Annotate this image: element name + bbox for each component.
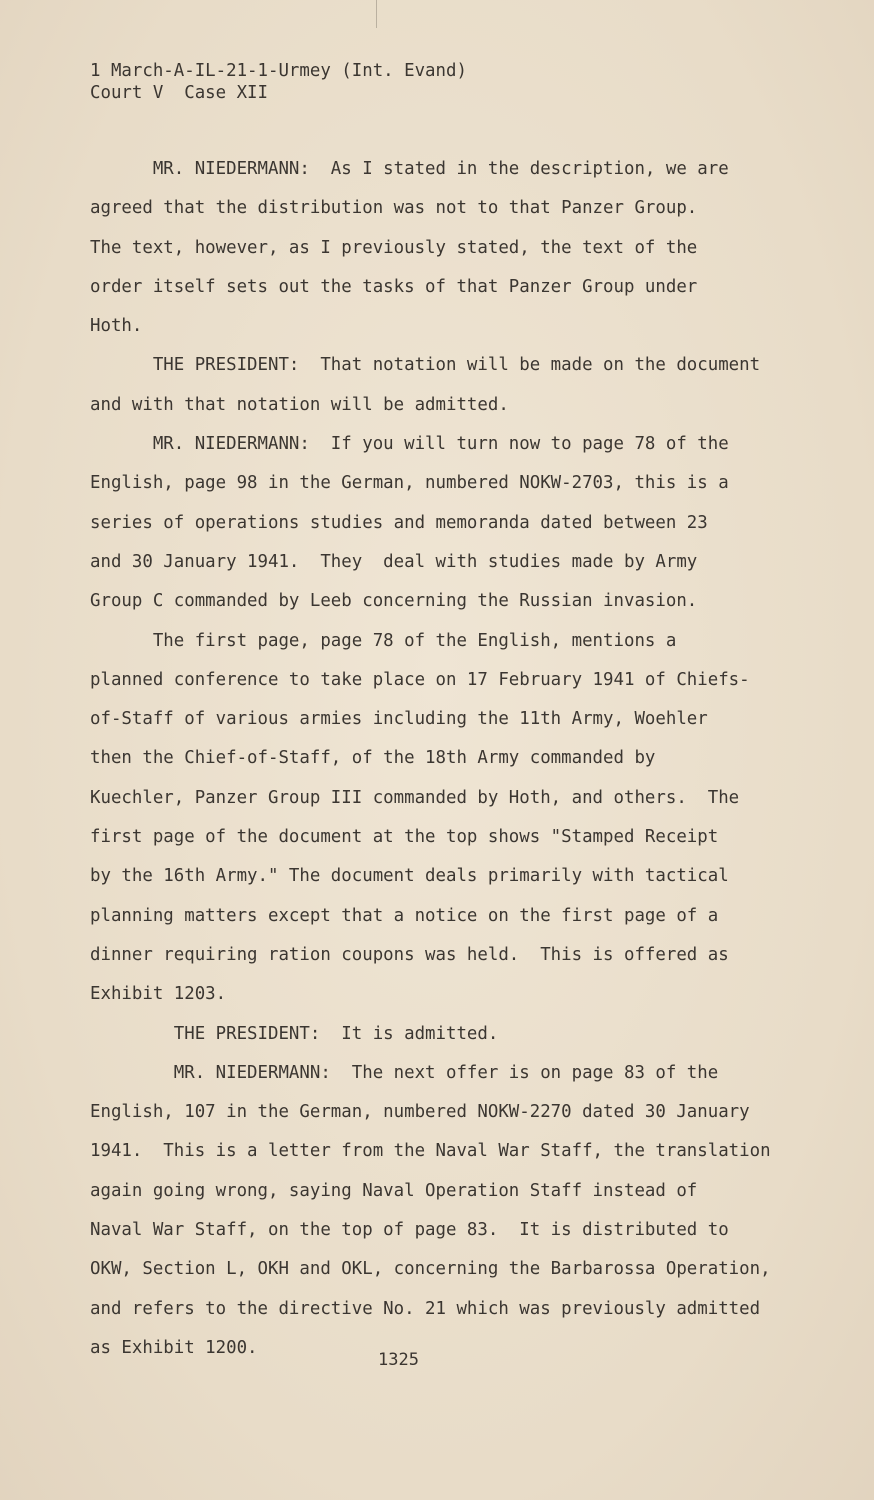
document-header [90,60,467,104]
transcript-line: MR. NIEDERMANN: As I stated in the description, we are [90,159,729,179]
transcript-line: series of operations studies and memoranda dated between 23 [90,512,708,533]
transcript-line: OKW, Section L, OKH and OKL, concerning the Barbarossa Operation, [90,1259,771,1280]
transcript-line: planning matters except that a notice on the first page of a [90,905,719,926]
fold-mark [376,0,377,28]
transcript-line: as Exhibit 1200. [90,1337,258,1358]
transcript-line: The text, however, as I previously stated, the text of the [90,237,698,258]
transcript-line: MR. NIEDERMANN: If you will turn now to page 78 of the [90,434,729,455]
transcript-line: and with that notation will be admitted. [90,394,509,415]
transcript-line: THE PRESIDENT: That notation will be made on the document [90,355,761,376]
transcript-line: dinner requiring ration coupons was held. This is offered as [90,944,729,965]
transcript-line: Group C commanded by Leeb concerning the Russian invasion. [90,591,698,612]
transcript-line: then the Chief-of-Staff, of the 18th Army commanded by [90,748,656,769]
header-reference-line: 1 March-A-IL-21-1-Urmey (Int. Evand) [90,61,467,81]
transcript-line: planned conference to take place on 17 February 1941 of Chiefs- [90,669,750,690]
header-court-case-line: Court V Case XII [90,83,268,103]
transcript-line: first page of the document at the top shows "Stamped Receipt [90,827,719,848]
transcript-line: Hoth. [90,316,143,337]
page-number: 1325 [378,1350,419,1370]
transcript-line: and 30 January 1941. They deal with studies made by Army [90,551,698,572]
transcript-line: by the 16th Army." The document deals primarily with tactical [90,866,729,887]
transcript-line: order itself sets out the tasks of that Panzer Group under [90,276,698,297]
transcript-line: agreed that the distribution was not to that Panzer Group. [90,198,698,219]
transcript-line: and refers to the directive No. 21 which was previously admitted [90,1298,761,1319]
transcript-body [90,150,840,1368]
transcript-line: THE PRESIDENT: It is admitted. [90,1023,499,1044]
transcript-line: Kuechler, Panzer Group III commanded by Hoth, and others. The [90,787,740,808]
transcript-line: Exhibit 1203. [90,984,227,1005]
transcript-line: MR. NIEDERMANN: The next offer is on page 83 of the [90,1062,719,1083]
transcript-line: 1941. This is a letter from the Naval War Staff, the translation [90,1141,771,1162]
transcript-line: The first page, page 78 of the English, mentions a [90,630,677,651]
transcript-line: English, 107 in the German, numbered NOKW-2270 dated 30 January [90,1102,750,1123]
transcript-line: Naval War Staff, on the top of page 83. It is distributed to [90,1220,729,1241]
transcript-line: English, page 98 in the German, numbered NOKW-2703, this is a [90,473,729,494]
transcript-line: of-Staff of various armies including the 11th Army, Woehler [90,709,708,730]
transcript-line: again going wrong, saying Naval Operation Staff instead of [90,1180,698,1201]
